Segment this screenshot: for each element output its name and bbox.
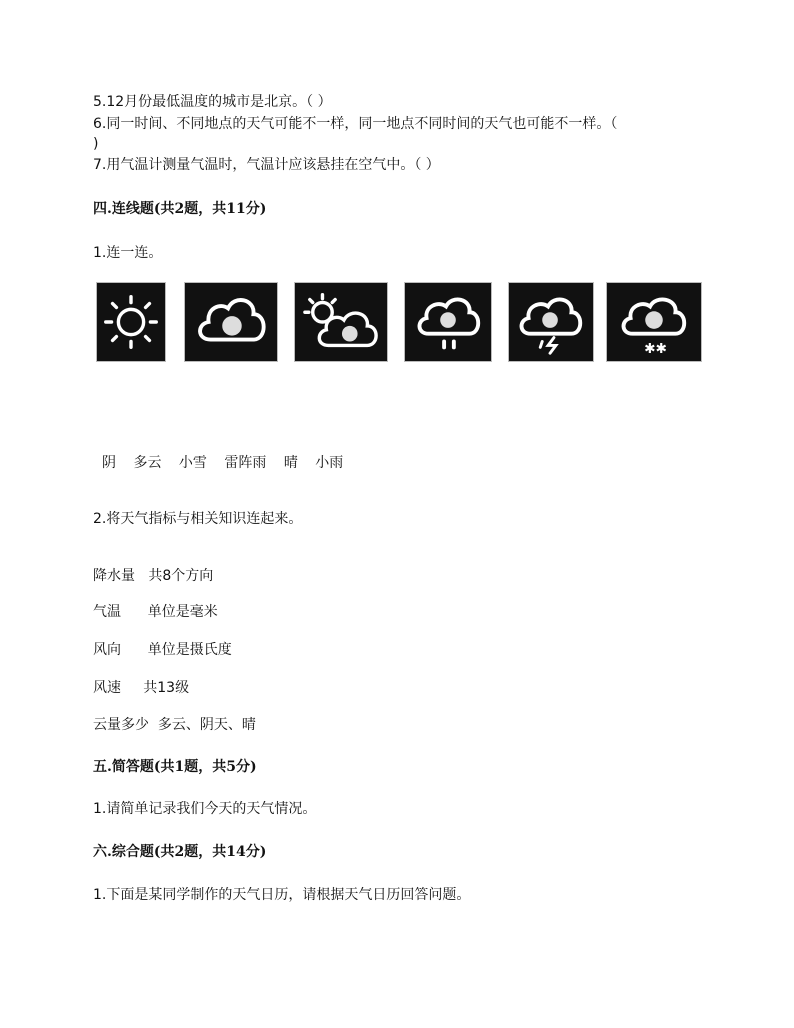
pair-left: 气温 xyxy=(93,604,121,620)
label-light-rain: 小雨 xyxy=(315,455,344,471)
cloudy-icon xyxy=(184,282,278,362)
svg-text:✱✱: ✱✱ xyxy=(644,341,668,358)
pair-right: 单位是毫米 xyxy=(147,604,218,620)
section-6-question-1: 1.下面是某同学制作的天气日历，请根据天气日历回答问题。 xyxy=(93,887,471,903)
pair-right: 多云、阴天、晴 xyxy=(157,717,256,733)
weather-icons-row xyxy=(96,282,702,364)
question-7: 7.用气温计测量气温时，气温计应该悬挂在空气中。（ ） xyxy=(93,157,440,173)
pair-left: 风向 xyxy=(93,642,121,658)
pair-row xyxy=(93,641,232,659)
label-thunder-shower: 雷阵雨 xyxy=(224,455,267,471)
pair-left: 降水量 xyxy=(93,568,135,584)
section-4-title: 四.连线题(共2题，共11分) xyxy=(93,201,267,217)
section-5-question-1: 1.请简单记录我们今天的天气情况。 xyxy=(93,801,317,817)
weather-labels xyxy=(102,452,356,472)
pair-left: 云量多少 xyxy=(93,717,149,733)
pair-left: 风速 xyxy=(93,680,121,696)
pair-row xyxy=(93,603,218,621)
label-overcast: 阴 xyxy=(102,455,116,471)
light-rain-icon xyxy=(404,282,492,362)
section-6-title: 六.综合题(共2题，共14分) xyxy=(93,844,267,860)
question-6-bracket: ) xyxy=(93,136,99,152)
label-sunny: 晴 xyxy=(283,455,298,471)
sun-icon xyxy=(96,282,166,362)
thunderstorm-icon xyxy=(508,282,594,362)
label-light-snow: 小雪 xyxy=(178,455,207,471)
label-cloudy: 多云 xyxy=(133,455,162,471)
pair-row xyxy=(93,716,256,734)
light-snow-icon xyxy=(606,282,702,362)
section-5-title: 五.简答题(共1题，共5分) xyxy=(93,759,257,775)
pair-right: 共8个方向 xyxy=(148,568,214,584)
question-5: 5.12月份最低温度的城市是北京。（ ） xyxy=(93,94,332,110)
section-4-question-1: 1.连一连。 xyxy=(93,245,163,261)
pair-row xyxy=(93,567,213,585)
pair-row xyxy=(93,679,189,697)
pair-right: 单位是摄氏度 xyxy=(147,642,232,658)
question-6: 6.同一时间、不同地点的天气可能不一样，同一地点不同时间的天气也可能不一样。（ xyxy=(93,116,618,132)
partly-cloudy-icon xyxy=(294,282,388,362)
pair-right: 共13级 xyxy=(143,680,190,696)
section-4-question-2: 2.将天气指标与相关知识连起来。 xyxy=(93,511,303,527)
